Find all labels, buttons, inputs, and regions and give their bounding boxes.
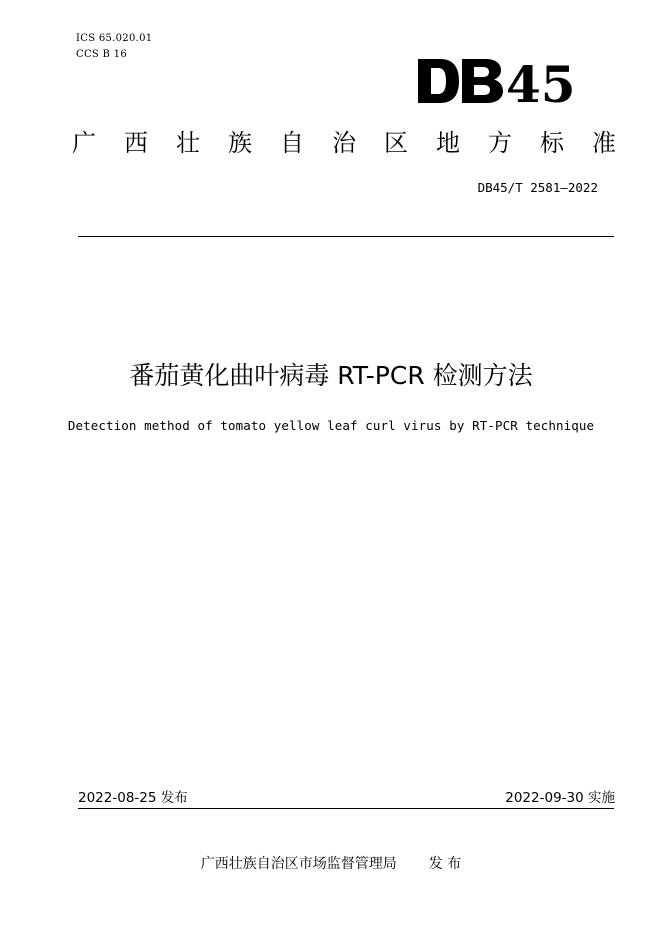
category-char: 西 bbox=[124, 129, 148, 157]
document-title-english: Detection method of tomato yellow leaf curl virus by RT-PCR technique bbox=[67, 418, 595, 433]
category-char: 自 bbox=[280, 129, 304, 157]
publisher-action: 发 布 bbox=[428, 856, 462, 872]
publisher-org: 广西壮族自治区市场监督管理局 bbox=[200, 856, 397, 872]
ccs-code: CCS B 16 bbox=[76, 49, 127, 60]
category-char: 标 bbox=[540, 129, 564, 157]
category-char: 区 bbox=[384, 129, 408, 157]
publisher-line bbox=[0, 854, 662, 874]
category-char: 治 bbox=[332, 129, 356, 157]
bottom-divider bbox=[78, 808, 614, 809]
category-char: 地 bbox=[436, 129, 460, 157]
document-title-chinese: 番茄黄化曲叶病毒 RT-PCR 检测方法 bbox=[129, 361, 533, 390]
standard-number: DB45/T 2581—2022 bbox=[477, 180, 598, 195]
issue-date: 2022-08-25 发布 bbox=[78, 790, 188, 806]
category-char: 准 bbox=[592, 129, 616, 157]
standard-category-title bbox=[72, 126, 616, 160]
top-divider bbox=[78, 236, 614, 237]
category-char: 族 bbox=[228, 129, 252, 157]
logo-letter-b bbox=[462, 59, 503, 103]
ics-code: ICS 65.020.01 bbox=[76, 33, 153, 44]
category-char: 方 bbox=[488, 129, 512, 157]
category-char: 壮 bbox=[176, 129, 200, 157]
implementation-date: 2022-09-30 实施 bbox=[505, 790, 615, 806]
logo-digits: 45 bbox=[506, 55, 576, 114]
db45-logo bbox=[416, 55, 576, 114]
logo-letter-d bbox=[418, 59, 459, 103]
category-char: 广 bbox=[72, 129, 96, 157]
